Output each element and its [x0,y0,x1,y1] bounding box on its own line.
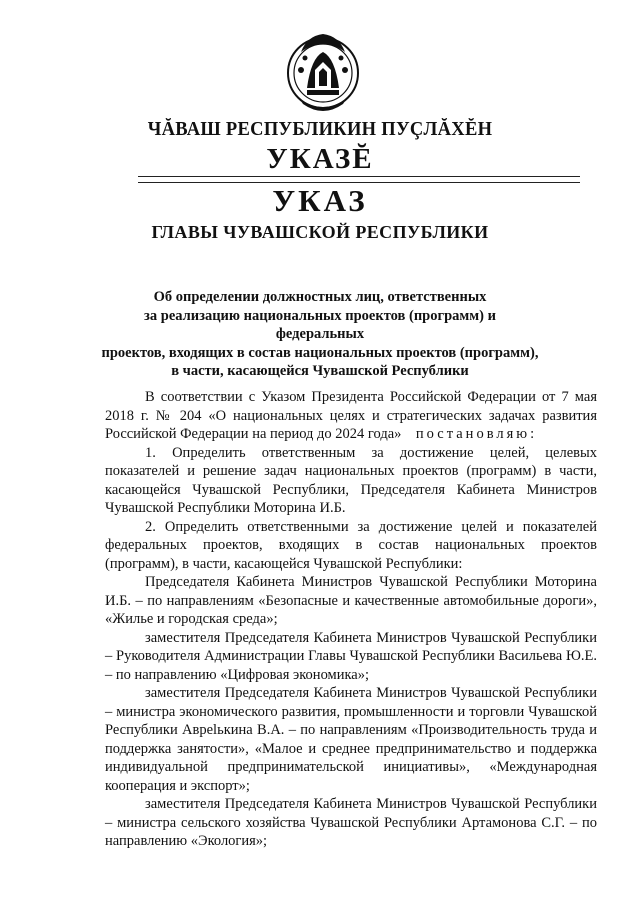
clause-1-paragraph: 1. Определить ответственным за достижение целей, целевых показателей и решение задач национальных проектов (программ) в части, касающейся Чувашской Республики, Председателя Кабинета Министров Чувашской Республики Моторина И.Б. [105,444,597,516]
chuvash-decree-word: УКАЗĔ [266,143,374,175]
decree-title [100,288,540,381]
chuvash-republic-head-title: ЧĂВАШ РЕСПУБЛИКИН ПУÇЛĂХĔН [147,119,493,140]
responsible-avrelkin-paragraph: заместителя Председателя Кабинета Министров Чувашской Республики – министра экономического развития, промышленности и торговли Чувашской Республики Авреlькина В.А. – по направлениям «Производительность труда и поддержка занятости», «Малое и среднее предпринимательство и поддержка индивидуальной предпринимательской инициативы», «Международная кооперация и экспорт»; [105,685,597,794]
decree-word: УКАЗ [272,183,368,218]
responsible-vasilyev-paragraph: заместителя Председателя Кабинета Министров Чувашской Республики – Руководителя Администрации Главы Чувашской Республики Васильева Ю.Е. – по направлению «Цифровая экономика»; [105,629,597,683]
header-divider [138,176,580,183]
responsible-artamonov-paragraph: заместителя Председателя Кабинета Министров Чувашской Республики – министра сельского хозяйства Чувашской Республики Артамонова С.Г. – по направлению «Экология»; [105,796,597,849]
preamble-paragraph [105,388,597,444]
decree-title-line: в части, касающейся Чувашской Республики [171,363,469,380]
responsible-chairman-paragraph: Председателя Кабинета Министров Чувашской Республики Моторина И.Б. – по направлениям «Безопасные и качественные автомобильные дороги», «Жилье и городская среда»; [105,574,597,627]
clause-2-paragraph: 2. Определить ответственными за достижение целей и показателей федеральных проектов, входящих в состав национальных проектов (программ), в части, касающейся Чувашской Республики: [105,518,597,572]
decree-title-line: за реализацию национальных проектов (программ) и федеральных [144,307,496,343]
head-of-republic-title: ГЛАВЫ ЧУВАШСКОЙ РЕСПУБЛИКИ [151,222,489,242]
decree-title-line: проектов, входящих в состав национальных проектов (программ), [101,344,539,361]
decree-title-line: Об определении должностных лиц, ответственных [153,289,487,305]
decree-formula: постановляю: [415,426,538,442]
decree-body [105,388,597,851]
chuvash-republic-emblem-icon [285,30,361,118]
preamble-text: В соответствии с Указом Президента Российской Федерации от 7 мая 2018 г. № 204 «О национальных целях и стратегических задачах развития Российской Федерации на период до 2024 года» [105,389,597,442]
